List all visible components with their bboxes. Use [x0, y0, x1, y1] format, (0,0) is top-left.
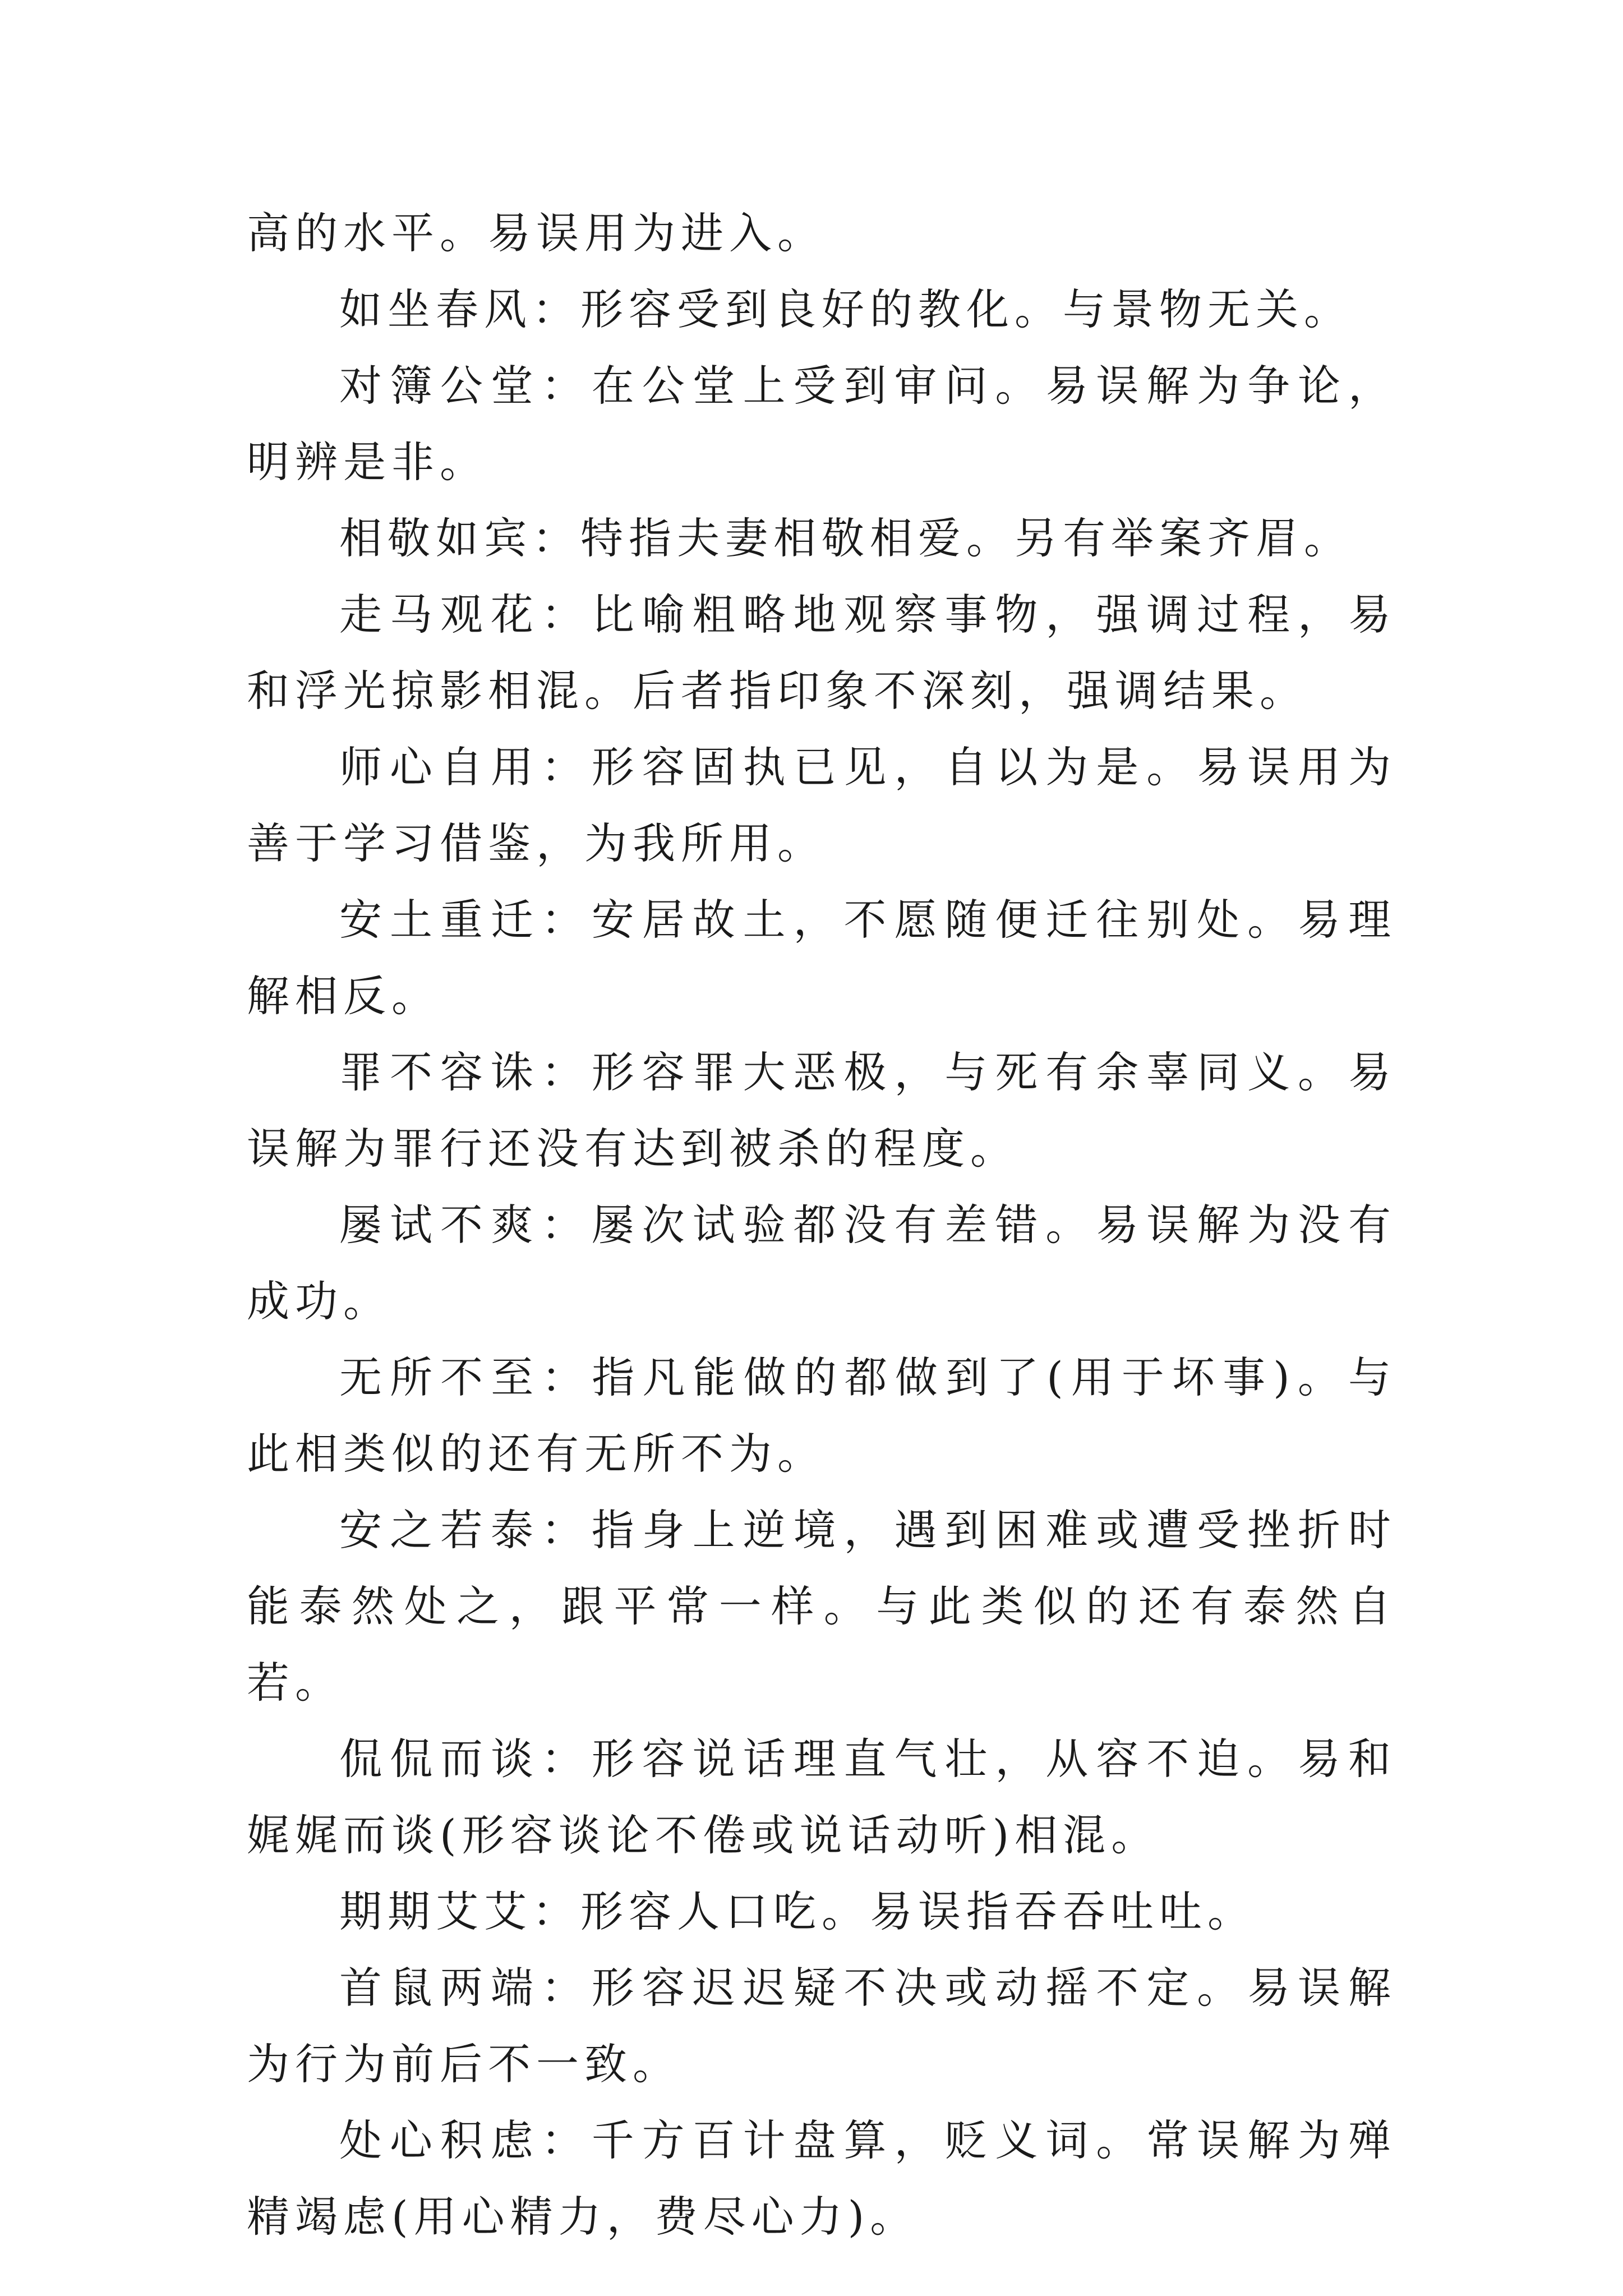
paragraph: 如坐春风：形容受到良好的教化。与景物无关。: [339, 284, 1352, 334]
paragraph: 无所不至：指凡能做的都做到了(用于坏事)。与此相类似的还有无所不为。: [247, 1352, 1396, 1479]
paragraph: 对簿公堂：在公堂上受到审问。易误解为争论，明辨是非。: [247, 361, 1396, 487]
document-body: [247, 195, 1396, 2255]
paragraph: 安土重迁：安居故土，不愿随便迁往别处。易理解相反。: [247, 895, 1396, 1021]
paragraph: 期期艾艾：形容人口吃。易误指吞吞吐吐。: [339, 1887, 1256, 1936]
paragraph: 侃侃而谈：形容说话理直气壮，从容不迫。易和娓娓而谈(形容谈论不倦或说话动听)相混。: [247, 1734, 1396, 1860]
paragraph: 走马观花：比喻粗略地观察事物，强调过程，易和浮光掠影相混。后者指印象不深刻，强调结果。: [247, 590, 1396, 716]
paragraph: 师心自用：形容固执已见，自以为是。易误用为善于学习借鉴，为我所用。: [247, 742, 1396, 868]
paragraph: 首鼠两端：形容迟迟疑不决或动摇不定。易误解为行为前后不一致。: [247, 1963, 1396, 2089]
paragraph: 处心积虑：千方百计盘算，贬义词。常误解为殚精竭虑(用心精力，费尽心力)。: [247, 2115, 1396, 2242]
paragraph: 高的水平。易误用为进入。: [247, 208, 826, 258]
paragraph: 罪不容诛：形容罪大恶极，与死有余辜同义。易误解为罪行还没有达到被杀的程度。: [247, 1047, 1396, 1174]
paragraph: 相敬如宾：特指夫妻相敬相爱。另有举案齐眉。: [339, 513, 1352, 563]
paragraph: 安之若泰：指身上逆境，遇到困难或遭受挫折时能泰然处之，跟平常一样。与此类似的还有泰然自若。: [247, 1505, 1396, 1708]
paragraph: 屡试不爽：屡次试验都没有差错。易误解为没有成功。: [247, 1200, 1396, 1326]
